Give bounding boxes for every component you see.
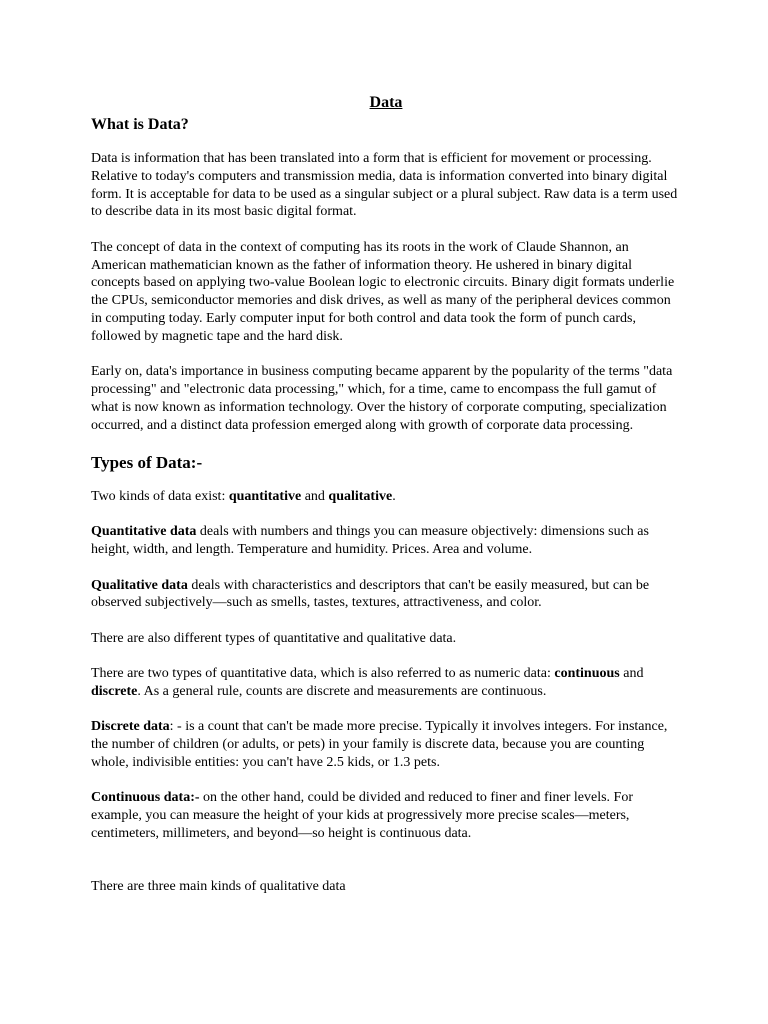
paragraph-qualitative xyxy=(91,577,681,613)
paragraph-discrete-data xyxy=(91,718,681,771)
paragraph-business: Early on, data's importance in business computing became apparent by the popularity of the terms "data processing" and "electronic data processing," which, for a time, came to encompass the full gamut of what is now known as information technology. Over the history of corporate computing, specialization occurred, and a distinct data profession emerged along with growth of corporate data processing. xyxy=(91,364,673,433)
document-body xyxy=(91,92,681,913)
bold-term-discrete: discrete xyxy=(91,683,138,699)
heading-what-is-data: What is Data? xyxy=(91,116,189,133)
text: and xyxy=(619,666,644,682)
bold-term-continuous-data: Continuous data xyxy=(91,790,191,806)
text: . As a general rule, counts are discrete and measurements are continuous. xyxy=(137,683,547,699)
text: and xyxy=(301,488,329,504)
paragraph-definition: Data is information that has been translated into a form that is efficient for movement or processing. Relative to today's computers and transmission media, data is information converted into binary digital form. It is acceptable for data to be used as a singular subject or a plural subject. Raw data is a term used to describe data in its most basic digital format. xyxy=(91,151,678,220)
document-title: Data xyxy=(369,94,403,111)
text: . xyxy=(392,488,396,504)
bold-term-continuous: continuous xyxy=(554,666,620,682)
text: on the other hand, could be divided and reduced to finer and finer levels. For example, you can measure the height of your kids at progressively more precise scales—meters, centimeters, millimeters, and beyond—so height is continuous data. xyxy=(91,790,634,841)
text: : - is a count that can't be made more precise. Typically it involves integers. For instance, the number of children (or adults, or pets) in your family is discrete data, because you are counting whole, indivisible entities: you can't have 2.5 kids, or 1.3 pets. xyxy=(91,719,668,770)
text: There are two types of quantitative data, which is also referred to as numeric data: xyxy=(91,666,555,682)
bold-punctuation: :- xyxy=(190,790,200,806)
bold-term-qualitative-data: Qualitative data xyxy=(91,577,188,593)
bold-term-quantitative: quantitative xyxy=(228,488,302,504)
heading-types-of-data: Types of Data:- xyxy=(91,452,203,472)
paragraph-three-kinds: There are three main kinds of qualitative data xyxy=(91,878,346,894)
bold-term-qualitative: qualitative xyxy=(328,488,393,504)
paragraph-quantitative xyxy=(91,523,681,559)
text: deals with characteristics and descriptors that can't be easily measured, but can be observed subjectively—such as smells, tastes, textures, attractiveness, and color. xyxy=(91,577,650,611)
bold-term-discrete-data: Discrete data xyxy=(91,719,170,735)
paragraph-two-types xyxy=(91,665,681,701)
paragraph-history: The concept of data in the context of computing has its roots in the work of Claude Shannon, an American mathematician known as the father of information theory. He ushered in binary digital concepts based on applying two-value Boolean logic to electronic circuits. Binary digit formats underlie the CPUs, semiconductor memories and disk drives, as well as many of the peripheral devices common in computing today. Early computer input for both control and data took the form of punch cards, followed by magnetic tape and the hard disk. xyxy=(91,239,675,344)
paragraph-continuous-data xyxy=(91,789,681,842)
bold-term-quantitative-data: Quantitative data xyxy=(91,524,197,540)
text: deals with numbers and things you can measure objectively: dimensions such as height, width, and length. Temperature and humidity. Prices. Area and volume. xyxy=(91,524,649,558)
paragraph-different-types: There are also different types of quantitative and qualitative data. xyxy=(91,630,457,646)
text: Two kinds of data exist: xyxy=(91,488,229,504)
paragraph-two-kinds xyxy=(91,488,681,506)
